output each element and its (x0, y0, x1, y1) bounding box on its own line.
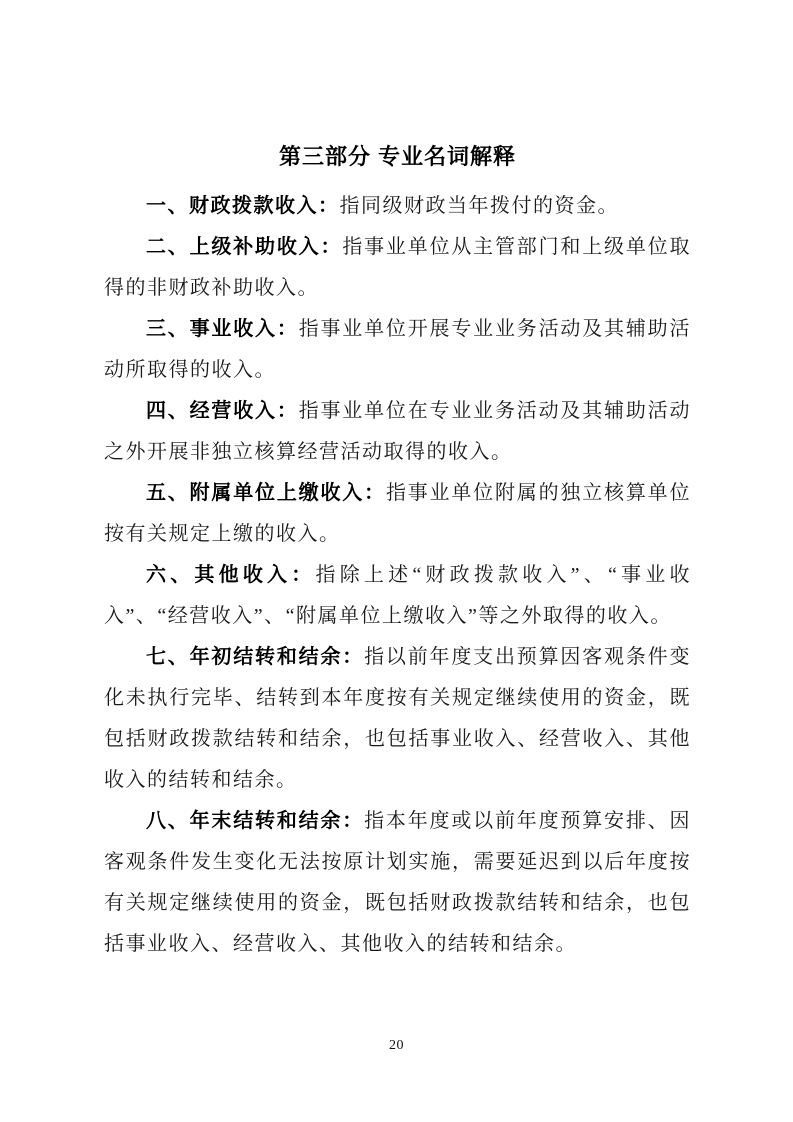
definition-paragraph-5 (104, 473, 691, 555)
definition-paragraph-4 (104, 391, 691, 473)
term-definition: 指事业单位开展专业业务活动及其辅助活动所取得的收入。 (104, 318, 691, 381)
definition-paragraph-8 (104, 801, 691, 965)
term-label: 六、其他收入： (146, 564, 316, 586)
term-definition: 指除上述“财政拨款收入”、“事业收入”、“经营收入”、“附属单位上缴收入”等之外取得的收入。 (104, 564, 691, 627)
page-number: 20 (389, 1038, 404, 1053)
document-body (104, 186, 691, 965)
term-definition: 指同级财政当年拨付的资金。 (339, 195, 619, 217)
definition-paragraph-3 (104, 309, 691, 391)
term-label: 二、上级补助收入： (146, 236, 343, 258)
definition-paragraph-1 (104, 186, 691, 227)
term-definition: 指事业单位附属的独立核算单位按有关规定上缴的收入。 (104, 482, 691, 545)
definition-paragraph-2 (104, 227, 691, 309)
term-definition: 指本年度或以前年度预算安排、因客观条件发生变化无法按原计划实施，需要延迟到以后年度按有关规定继续使用的资金，既包括财政拨款结转和结余，也包括事业收入、经营收入、其他收入的结转和结余。 (104, 810, 691, 955)
page-title: 第三部分 专业名词解释 (278, 144, 517, 169)
term-label: 一、财政拨款收入： (146, 195, 340, 217)
term-definition: 指事业单位从主管部门和上级单位取得的非财政补助收入。 (104, 236, 691, 299)
term-label: 五、附属单位上缴收入： (146, 482, 386, 504)
term-label: 七、年初结转和结余： (146, 646, 365, 668)
term-label: 八、年末结转和结余： (146, 810, 365, 832)
term-label: 三、事业收入： (146, 318, 299, 340)
definition-paragraph-6 (104, 555, 691, 637)
term-label: 四、经营收入： (146, 400, 299, 422)
term-definition: 指事业单位在专业业务活动及其辅助活动之外开展非独立核算经营活动取得的收入。 (104, 400, 691, 463)
term-definition: 指以前年度支出预算因客观条件变化未执行完毕、结转到本年度按有关规定继续使用的资金，既包括财政拨款结转和结余，也包括事业收入、经营收入、其他收入的结转和结余。 (104, 646, 691, 791)
definition-paragraph-7 (104, 637, 691, 801)
